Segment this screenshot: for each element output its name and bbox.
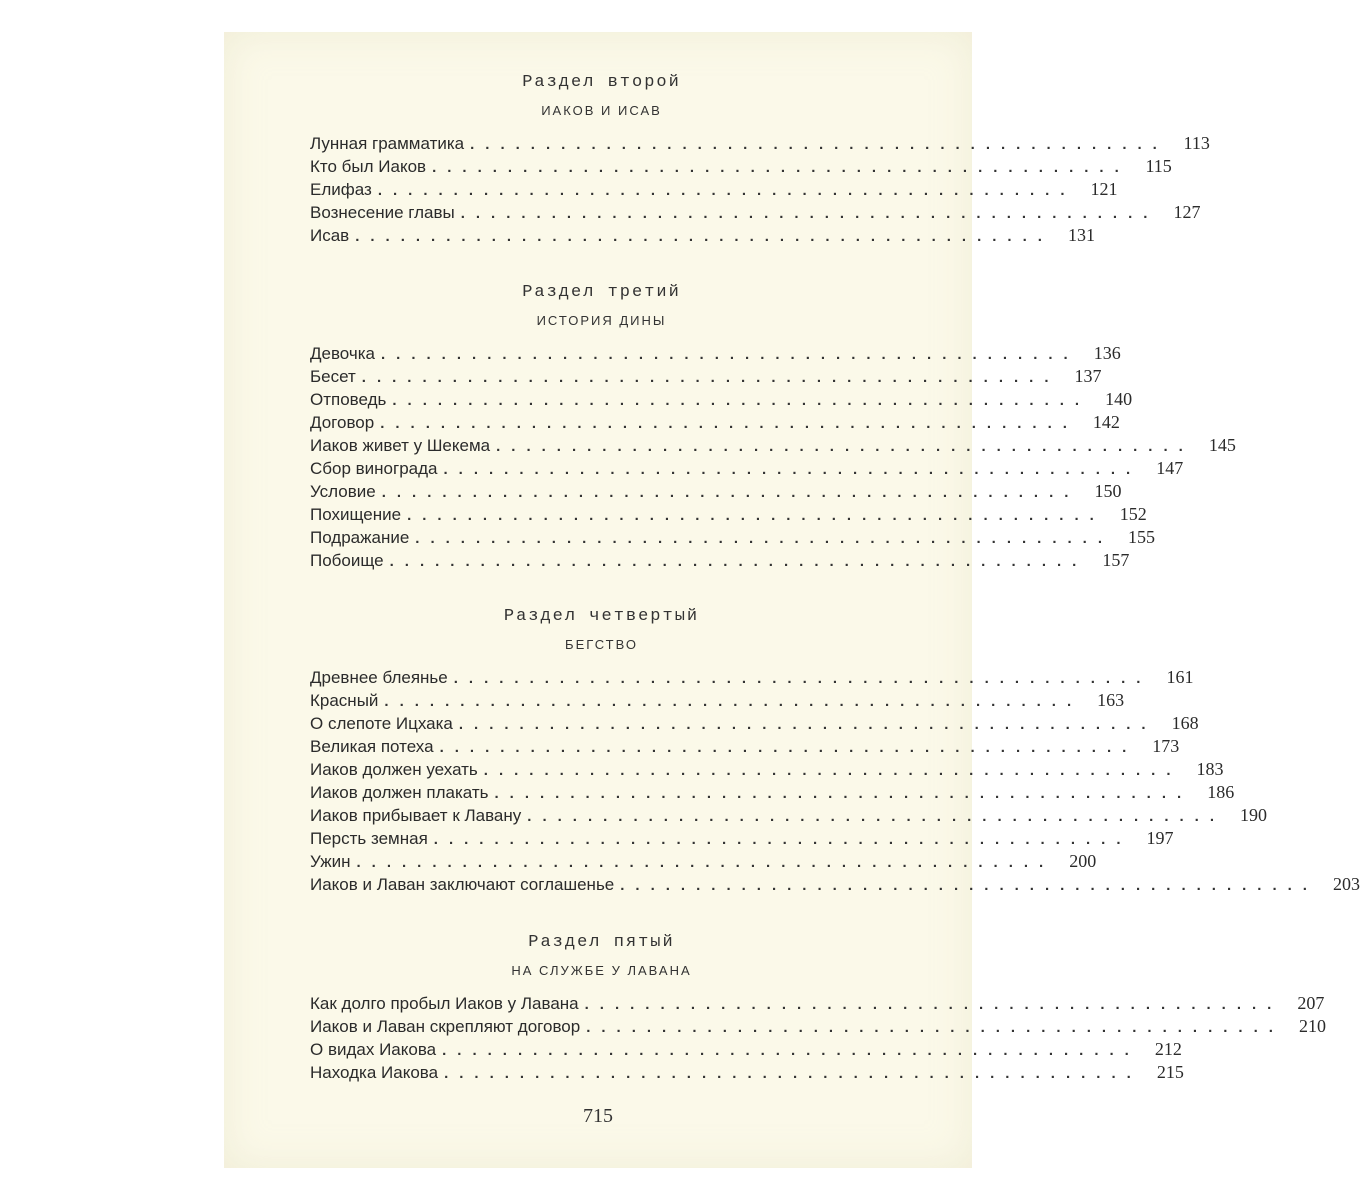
toc-entry-label: Иаков должен уехать xyxy=(310,760,478,779)
toc-entry xyxy=(310,1015,1326,1038)
toc-entry-label: Иаков должен плакать xyxy=(310,783,489,802)
toc-entry xyxy=(310,201,1201,224)
toc-entry xyxy=(310,526,1156,549)
toc-entry-page: 200 xyxy=(1069,851,1097,871)
toc-entry-label: Подражание xyxy=(310,528,410,547)
toc-entry-page: 207 xyxy=(1297,993,1325,1013)
toc-entry-page: 173 xyxy=(1152,736,1180,756)
section-title: Раздел второй xyxy=(522,73,681,92)
toc-entry-page: 121 xyxy=(1090,179,1118,199)
section-subtitle: НА СЛУЖБЕ У ЛАВАНА xyxy=(511,963,692,978)
toc-entry-label: Иаков и Лаван скрепляют договор xyxy=(310,1017,581,1036)
toc-entry-label: Лунная грамматика xyxy=(310,134,465,153)
toc-entry xyxy=(310,178,1118,201)
dot-leader: .............................................. xyxy=(380,415,1078,432)
dot-leader: .............................................. xyxy=(392,392,1091,409)
toc-entry xyxy=(310,549,1130,572)
toc-entry-page: 136 xyxy=(1093,343,1121,363)
toc-entry xyxy=(310,992,1325,1015)
toc-entry-label: Великая потеха xyxy=(310,737,434,756)
toc-entry xyxy=(310,827,1174,850)
toc-entry-page: 142 xyxy=(1092,412,1120,432)
toc-entry xyxy=(310,873,1360,896)
toc-entry-page: 210 xyxy=(1298,1016,1326,1036)
toc-entry xyxy=(310,132,1210,155)
table-of-contents xyxy=(310,70,1360,1116)
toc-entry-label: Исав xyxy=(310,226,350,245)
toc-entry-label: Условие xyxy=(310,482,376,501)
dot-leader: .............................................. xyxy=(432,159,1130,176)
toc-entry-page: 137 xyxy=(1074,366,1102,386)
toc-entry-page: 197 xyxy=(1146,828,1174,848)
toc-entry-label: Иаков прибывает к Лавану xyxy=(310,806,522,825)
dot-leader: .............................................. xyxy=(407,507,1105,524)
toc-entry-label: Как долго пробыл Иаков у Лавана xyxy=(310,994,579,1013)
toc-entry xyxy=(310,666,1194,689)
toc-entry xyxy=(310,758,1224,781)
toc-entry-label: О видах Иакова xyxy=(310,1040,437,1059)
toc-section xyxy=(310,70,1210,247)
toc-entry-label: Кто был Иаков xyxy=(310,157,427,176)
section-title: Раздел пятый xyxy=(528,933,675,952)
toc-entry-label: Находка Иакова xyxy=(310,1063,439,1082)
toc-entry-page: 155 xyxy=(1128,527,1156,547)
toc-entry xyxy=(310,503,1147,526)
toc-entry-page: 127 xyxy=(1173,202,1201,222)
toc-entry-label: Персть земная xyxy=(310,829,428,848)
dot-leader: .............................................. xyxy=(381,484,1080,501)
dot-leader: .............................................. xyxy=(433,831,1132,848)
toc-section xyxy=(310,604,1360,896)
dot-leader: .............................................. xyxy=(384,693,1083,710)
toc-entry xyxy=(310,712,1199,735)
toc-entry-page: 131 xyxy=(1067,225,1095,245)
toc-entry xyxy=(310,388,1133,411)
section-subtitle: ИАКОВ И ИСАВ xyxy=(541,103,662,118)
toc-entry xyxy=(310,434,1236,457)
toc-entry-page: 203 xyxy=(1332,874,1360,894)
toc-entry-label: Отповедь xyxy=(310,390,387,409)
toc-entry-page: 157 xyxy=(1102,550,1130,570)
toc-entry-label: Бесет xyxy=(310,367,356,386)
toc-entry-page: 190 xyxy=(1240,805,1267,825)
toc-entry xyxy=(310,781,1235,804)
dot-leader: .............................................. xyxy=(415,530,1114,547)
toc-entry xyxy=(310,804,1267,827)
dot-leader: .............................................. xyxy=(377,182,1076,199)
toc-entry-label: Иаков и Лаван заключают соглашенье xyxy=(310,875,615,894)
dot-leader: .............................................. xyxy=(439,739,1138,756)
toc-entry-page: 140 xyxy=(1105,389,1133,409)
toc-entry xyxy=(310,850,1097,873)
toc-entry xyxy=(310,735,1180,758)
toc-section xyxy=(310,280,1236,572)
toc-entry-page: 215 xyxy=(1156,1062,1184,1082)
toc-entry xyxy=(310,411,1120,434)
toc-entry-page: 168 xyxy=(1171,713,1199,733)
toc-entry-label: Вознесение главы xyxy=(310,203,455,222)
toc-entry xyxy=(310,224,1095,247)
toc-entry-page: 186 xyxy=(1207,782,1235,802)
toc-entry xyxy=(310,1061,1184,1084)
toc-entry-page: 212 xyxy=(1154,1039,1182,1059)
toc-entry-label: Иаков живет у Шекема xyxy=(310,436,491,455)
dot-leader: .............................................. xyxy=(586,1019,1284,1036)
dot-leader: .............................................. xyxy=(620,877,1318,894)
dot-leader: .............................................. xyxy=(470,136,1168,153)
section-subtitle: ИСТОРИЯ ДИНЫ xyxy=(536,313,667,328)
toc-entry-label: Договор xyxy=(310,413,375,432)
toc-entry-label: Ужин xyxy=(310,852,351,871)
dot-leader: .............................................. xyxy=(458,716,1157,733)
toc-entry-page: 161 xyxy=(1166,667,1194,687)
toc-entry-page: 147 xyxy=(1156,458,1184,478)
toc-entry-label: Древнее блеянье xyxy=(310,668,448,687)
toc-entry-label: Красный xyxy=(310,691,379,710)
toc-entry xyxy=(310,480,1122,503)
dot-leader: .............................................. xyxy=(584,996,1283,1013)
toc-entry-label: Побоище xyxy=(310,551,384,570)
toc-entry-page: 145 xyxy=(1208,435,1236,455)
toc-entry-page: 163 xyxy=(1097,690,1125,710)
toc-entry-label: Сбор винограда xyxy=(310,459,438,478)
toc-entry-page: 183 xyxy=(1196,759,1224,779)
section-subtitle: БЕГСТВО xyxy=(565,637,638,652)
toc-section xyxy=(310,930,1326,1084)
dot-leader: .............................................. xyxy=(444,1065,1142,1082)
section-title: Раздел четвертый xyxy=(503,607,700,626)
dot-leader: .............................................. xyxy=(355,228,1053,245)
toc-entry xyxy=(310,1038,1182,1061)
dot-leader: .............................................. xyxy=(389,553,1088,570)
toc-entry xyxy=(310,365,1102,388)
dot-leader: .............................................. xyxy=(460,205,1159,222)
dot-leader: .............................................. xyxy=(442,1042,1140,1059)
dot-leader: .............................................. xyxy=(443,461,1142,478)
toc-entry-label: Похищение xyxy=(310,505,402,524)
toc-entry-page: 115 xyxy=(1145,156,1172,176)
toc-entry xyxy=(310,155,1172,178)
dot-leader: .............................................. xyxy=(527,808,1225,825)
toc-entry-label: О слепоте Ицхака xyxy=(310,714,453,733)
toc-entry-label: Девочка xyxy=(310,344,376,363)
page-number: 715 xyxy=(583,1105,613,1127)
dot-leader: .............................................. xyxy=(483,762,1182,779)
toc-entry-page: 152 xyxy=(1119,504,1147,524)
book-page xyxy=(224,32,1360,1168)
dot-leader: .............................................. xyxy=(361,369,1060,386)
toc-entry-page: 150 xyxy=(1094,481,1122,501)
toc-entry-label: Елифаз xyxy=(310,180,372,199)
section-title: Раздел третий xyxy=(522,283,681,302)
dot-leader: .............................................. xyxy=(381,346,1079,363)
toc-entry xyxy=(310,342,1121,365)
toc-entry xyxy=(310,689,1125,712)
dot-leader: .............................................. xyxy=(453,670,1152,687)
dot-leader: .............................................. xyxy=(494,785,1193,802)
dot-leader: .............................................. xyxy=(496,438,1194,455)
toc-entry-page: 113 xyxy=(1183,133,1210,153)
dot-leader: .............................................. xyxy=(356,854,1055,871)
toc-entry xyxy=(310,457,1184,480)
